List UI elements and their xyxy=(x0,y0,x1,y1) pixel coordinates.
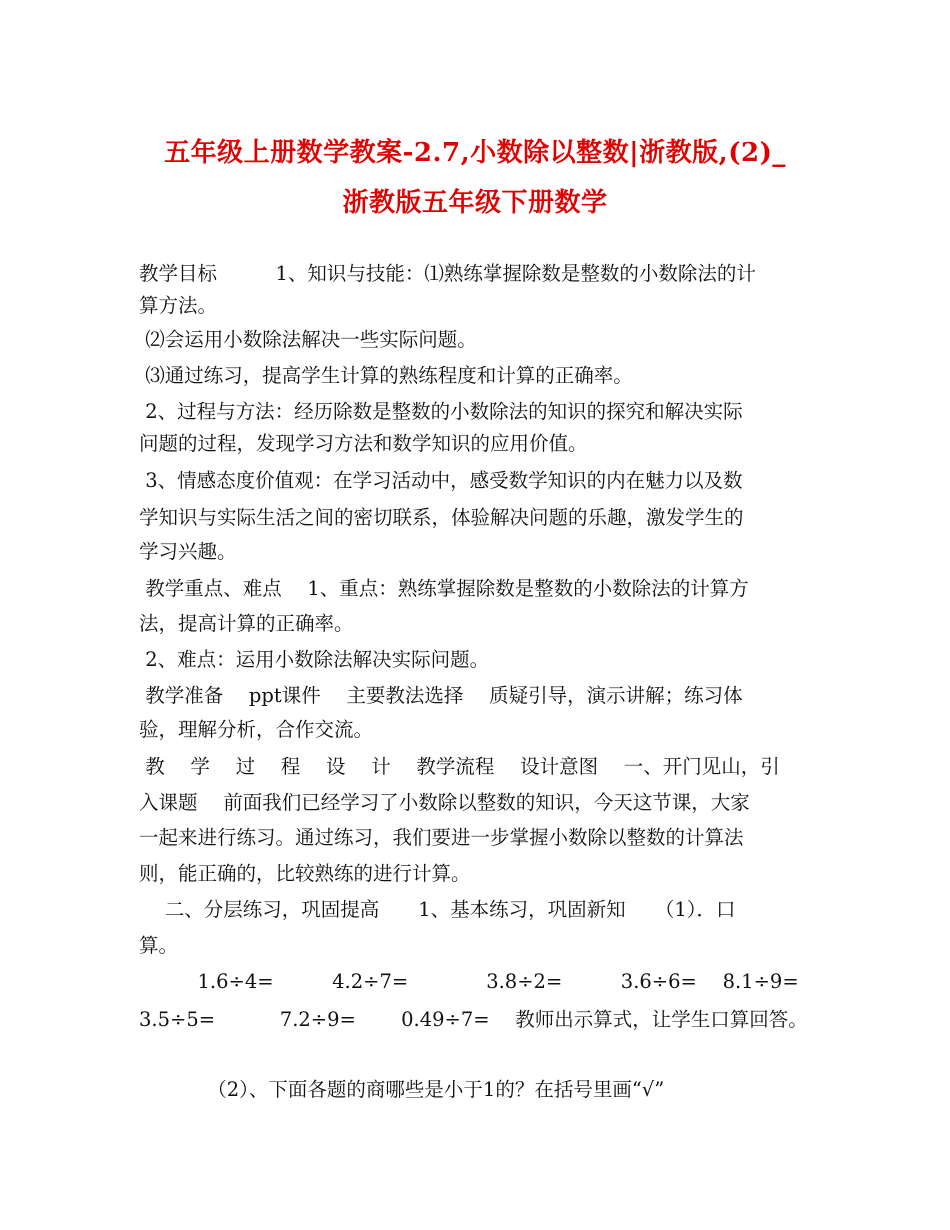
body-line: 法，提高计算的正确率。 xyxy=(139,612,354,635)
body-line: 入课题 前面我们已经学习了小数除以整数的知识，今天这节课，大家 xyxy=(139,791,750,814)
body-line: 问题的过程，发现学习方法和数学知识的应用价值。 xyxy=(139,432,588,455)
body-line: 二、分层练习，巩固提高 1、基本练习，巩固新知 （1）．口 xyxy=(139,898,736,921)
document-title-line-1: 五年级上册数学教案-2.7,小数除以整数|浙教版,(2)_ xyxy=(164,138,786,168)
body-line: 教学准备 ppt课件 主要教法选择 质疑引导，演示讲解；练习体 xyxy=(139,684,743,707)
body-line: 学知识与实际生活之间的密切联系，体验解决问题的乐趣，激发学生的 xyxy=(139,506,744,529)
body-line: 算方法。 xyxy=(139,294,218,317)
body-line: 3、情感态度价值观：在学习活动中，感受数学知识的内在魅力以及数 xyxy=(139,469,743,492)
body-line: 2、难点：运用小数除法解决实际问题。 xyxy=(139,648,490,671)
body-line: 2、过程与方法：经历除数是整数的小数除法的知识的探究和解决实际 xyxy=(139,400,743,423)
body-line: ⑶通过练习，提高学生计算的熟练程度和计算的正确率。 xyxy=(139,364,633,387)
body-line: 则，能正确的，比较熟练的进行计算。 xyxy=(139,862,471,885)
body-line: 3.5÷5= 7.2÷9= 0.49÷7= 教师出示算式，让学生口算回答。 xyxy=(139,1008,808,1031)
body-line: 一起来进行练习。通过练习，我们要进一步掌握小数除以整数的计算法 xyxy=(139,826,744,849)
body-line: 1.6÷4= 4.2÷7= 3.8÷2= 3.6÷6= 8.1÷9= xyxy=(139,970,799,993)
body-line: 教 学 过 程 设 计 教学流程 设计意图 一、开门见山，引 xyxy=(139,755,780,778)
body-line: 算。 xyxy=(139,934,179,957)
body-line: 教学重点、难点 1、重点：熟练掌握除数是整数的小数除法的计算方 xyxy=(139,577,749,600)
body-line: （2）、下面各题的商哪些是小于1的？在括号里画“√” xyxy=(139,1078,665,1101)
document-title-line-2: 浙教版五年级下册数学 xyxy=(342,188,608,218)
body-line: 验，理解分析，合作交流。 xyxy=(139,718,374,741)
body-line: 教学目标 1、知识与技能：⑴熟练掌握除数是整数的小数除法的计 xyxy=(139,262,756,285)
body-line: 学习兴趣。 xyxy=(139,540,237,563)
body-line: ⑵会运用小数除法解决一些实际问题。 xyxy=(139,328,477,351)
